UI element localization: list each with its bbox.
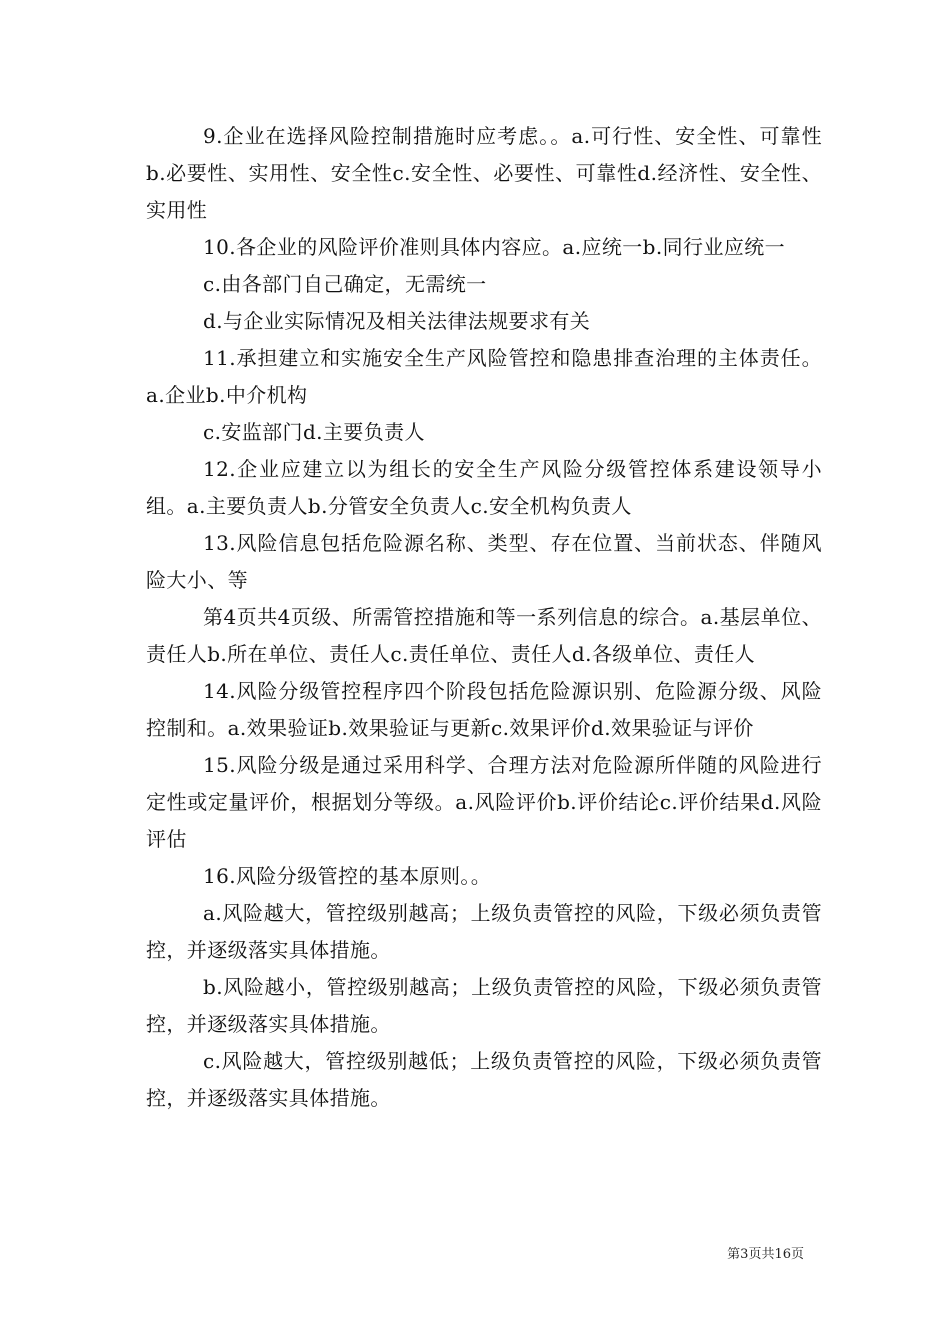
question-13: 13.风险信息包括危险源名称、类型、存在位置、当前状态、伴随风险大小、等 xyxy=(146,531,822,592)
question-10-option-c: c.由各部门自己确定，无需统一 xyxy=(203,272,487,296)
question-14: 14.风险分级管控程序四个阶段包括危险源识别、危险源分级、风险控制和。a.效果验证b.效果验证与更新c.效果评价d.效果验证与评价 xyxy=(146,679,822,740)
question-16-option-c: c.风险越大，管控级别越低；上级负责管控的风险，下级必须负责管控，并逐级落实具体措施。 xyxy=(146,1049,822,1110)
question-10-option-d: d.与企业实际情况及相关法律法规要求有关 xyxy=(203,309,591,333)
document-body xyxy=(146,118,822,1117)
question-16: 16.风险分级管控的基本原则。。 xyxy=(203,864,492,888)
question-15: 15.风险分级是通过采用科学、合理方法对危险源所伴随的风险进行定性或定量评价，根据划分等级。a.风险评价b.评价结论c.评价结果d.风险评估 xyxy=(146,753,822,851)
question-11: 11.承担建立和实施安全生产风险管控和隐患排查治理的主体责任。a.企业b.中介机构 xyxy=(146,346,822,407)
question-12: 12.企业应建立以为组长的安全生产风险分级管控体系建设领导小组。a.主要负责人b.分管安全负责人c.安全机构负责人 xyxy=(146,457,822,518)
question-9: 9.企业在选择风险控制措施时应考虑。。a.可行性、安全性、可靠性b.必要性、实用性、安全性c.安全性、必要性、可靠性d.经济性、安全性、实用性 xyxy=(146,124,822,222)
question-11-options: c.安监部门d.主要负责人 xyxy=(203,420,425,444)
page-number: 第3页共16页 xyxy=(727,1247,804,1262)
question-16-option-a: a.风险越大，管控级别越高；上级负责管控的风险，下级必须负责管控，并逐级落实具体措施。 xyxy=(146,901,822,962)
question-13-continued: 第4页共4页级、所需管控措施和等一系列信息的综合。a.基层单位、责任人b.所在单位、责任人c.责任单位、责任人d.各级单位、责任人 xyxy=(146,605,822,666)
question-10: 10.各企业的风险评价准则具体内容应。a.应统一b.同行业应统一 xyxy=(203,235,786,259)
question-16-option-b: b.风险越小，管控级别越高；上级负责管控的风险，下级必须负责管控，并逐级落实具体措施。 xyxy=(146,975,822,1036)
